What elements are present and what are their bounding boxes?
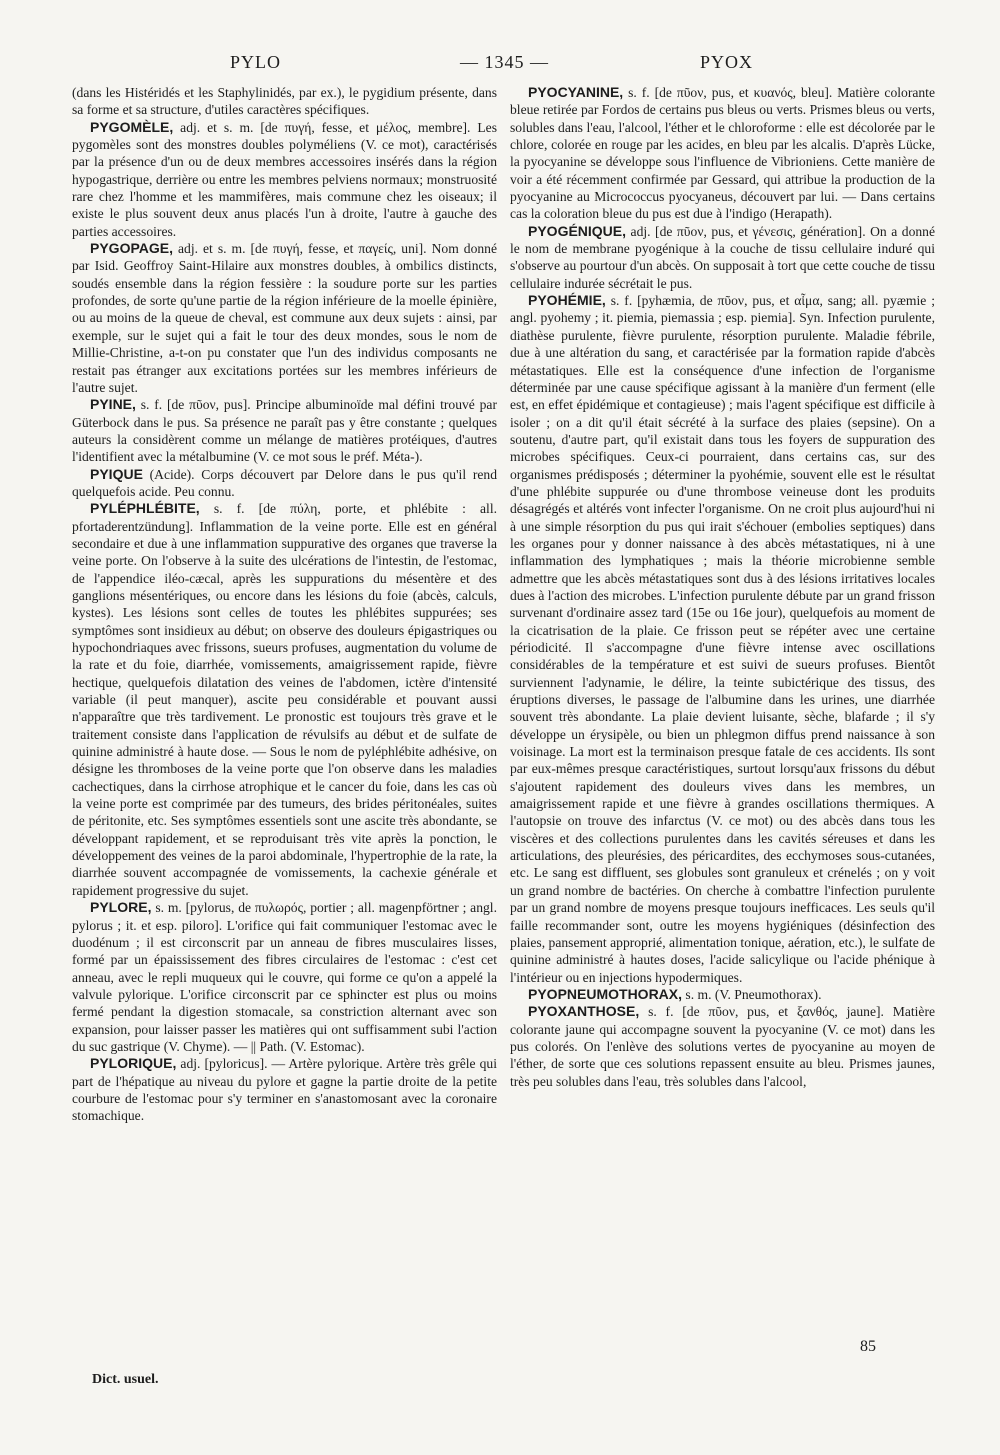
entry-headword: PYIQUE [90,465,143,482]
entry-text: s. f. [pyhæmia, de πῦον, pus, et αἷμα, sang; all. pyæmie ; angl. pyohemy ; it. piemia, piemassia ; esp. piemia]. Syn. Infection purulente, diathèse purulente, fièvre purulente, résorption purulente. Maladie fébrile, due à une altération du sang, et caractérisée par la formation rapide d'abcès métastatiques. Elle est la conséquence d'une infection de l'organisme déterminée par une cause spécifique agissant à la manière d'un ferment (elle est, en effet épidémique et contagieuse) ; mais l'agent spécifique est difficile à isoler ; on a dit qu'il était sécrété à la surface des plaies (sepsine). On a soutenu, d'autre part, qu'il existait dans tous les foyers de suppuration des microbes spécifiques. Ceux-ci pourraient, dans certains cas, sur des organismes prédisposés ; déterminer la pyohémie, souvent elle est le résultat d'une phlébite suppurée ou d'une thrombose veineuse dont les produits désagrégés et altérés vont infecter l'organisme. On ne croit plus aujourd'hui ni à une simple résorption du pus qui irait s'échouer (embolies septiques) dans les organes pour y donner naissance à des abcès métastatiques, ni à une inflammation des lymphatiques ; mais la théorie microbienne semble admettre que les abcès métastatiques sont dus à des lésions irritatives locales dues à l'action des microbes. L'infection purulente débute par un grand frisson survenant d'ordinaire assez tard (15e ou 16e jour), quelquefois au moment de la cicatrisation de la plaie. Ce frisson peut se répéter avec une certaine périodicité. Il s'accompagne d'une fièvre intense avec oscillations considérables de la température et est suivi de sueurs profuses. Bientôt surviennent l'adynamie, le délire, la teinte subictérique des tissus, des éruptions diverses, le passage de l'albumine dans les urines, une diarrhée souvent très abondante. La plaie devient luisante, sèche, blafarde ; il s'y développe un érysipèle, ou bien un phlegmon diffus prend naissance à son voisinage. La mort est la terminaison presque fatale de ces accidents. Ils sont par eux-mêmes presque caractéristiques, surtout lorsqu'aux frissons du début s'ajoutent rapidement des douleurs vives dans les membres, un amaigrissement rapide et une fièvre à grandes oscillations thermiques. A l'autopsie on trouve des infarctus (V. ce mot) ou des abcès dans tous les viscères et des collections purulentes dans les cavités séreuses et dans les articulations, des pleurésies, des péricardites, des ecchymoses sous-cutanées, etc. Le sang est diffluent, ses globules sont granuleux et crénelés ; on y voit un grand nombre de bactéries. On cherche à combattre l'infection purulente par un grand nombre de moyens presque toujours inefficaces. Les seuls qu'il faille recommander sont, outre les moyens hygiéniques (désinfection des plaies, pansement approprié, alimentation tonique, aération, etc.), le sulfate de quinine administré à hautes doses, l'acide salicylique ou l'acide phénique à l'intérieur ou en injections hypodermiques. [510,293,935,985]
dictionary-entry [510,986,935,1003]
header-right-guide-word: PYOX [700,52,754,72]
dictionary-entry [72,396,497,465]
dictionary-entry [510,84,935,223]
entry-headword: PYLÉPHLÉBITE, [90,500,200,517]
dictionary-entry [72,899,497,1055]
dictionary-entry [72,1055,497,1124]
entry-text: s. f. [de πῦον, pus]. Principe albuminoïde mal défini trouvé par Güterbock dans le pus. Sa présence ne paraît pas y être constante ; quelques auteurs la considèrent comme un mélange de matières protéiques, d'autres l'identifient avec la métalbumine (V. ce mot sous le préf. Méta-). [72,397,497,465]
entry-text: s. m. (V. Pneumothorax). [685,986,822,1002]
entry-headword: PYOGÉNIQUE, [528,222,627,239]
entry-headword: PYGOMÈLE, [90,118,174,135]
header-left-guide-word: PYLO [230,52,282,72]
dictionary-entry [72,466,497,501]
entry-text: adj. et s. m. [de πυγή, fesse, et μέλος, membre]. Les pygomèles sont des monstres doubles polyméliens (V. ce mot), caractérisés par la présence d'un ou de deux membres accessoires insérés dans la région hypogastrique, derrière ou entre les membres pelviens normaux; monstruosité rare chez l'homme et les mammifères, mais commune chez les oiseaux; il existe le plus souvent deux anus placés l'un à droite, l'autre à gauche des parties accessoires. [72,119,497,239]
entry-text: adj. [de πῦον, pus, et γένεσις, génération]. On a donné le nom de membrane pyogénique à la couche de tissu cellulaire induré qui s'observe au pourtour d'un abcès. On supposait à tort que cette couche de tissu cellulaire indurée sécrétait le pus. [510,223,935,291]
entry-text: s. f. [de πῦον, pus, et ξανθός, jaune]. Matière colorante jaune qui accompagne souvent la pyocyanine (V. ce mot) dans les pus colorés. On l'enlève des solutions vertes de pyocyanine au moyen de l'éther, de sorte que ces solutions repassent ensuite au bleu. Prismes jaunes, très peu solubles dans l'eau, très solubles dans l'alcool, [510,1004,936,1089]
left-column [72,84,497,1125]
entry-text: (dans les Histéridés et les Staphylinidés, par ex.), le pygidium présente, dans sa forme et sa structure, d'utiles caractères spécifiques. [72,85,497,118]
entry-headword: PYLORE, [90,899,152,916]
right-column [510,84,935,1090]
dictionary-entry [510,292,935,986]
entry-text: (Acide). Corps découvert par Delore dans le pus qu'il rend quelquefois acide. Peu connu. [72,466,497,499]
signature-mark: 85 [860,1338,876,1355]
dictionary-entry [72,119,497,240]
dictionary-name-footer: Dict. usuel. [92,1372,159,1387]
entry-text: s. m. [pylorus, de πυλωρός, portier ; all. magenpförtner ; angl. pylorus ; it. et esp. piloro]. L'orifice qui fait communiquer l'estomac avec le duodénum ; il est circonscrit par un anneau de fibres musculaires lisses, formé par un épaississement des fibres circulaires de l'estomac : c'est cet anneau, avec le repli muqueux qui le couvre, qui forme ce qu'on a appelé la valvule pylorique. L'orifice circonscrit par ce sphincter est plus ou moins fermé pendant la digestion stomacale, sa constriction alternant avec son expansion, pour laisser passer les matières qui ont suffisamment subi l'action du suc gastrique (V. Chyme). — || Path. (V. Estomac). [72,900,497,1054]
dictionary-entry [510,1003,935,1090]
entry-text: s. f. [de πύλη, porte, et phlébite : all. pfortaderentzündung]. Inflammation de la veine porte. Elle est en général secondaire et due à une inflammation suppurative des organes que traverse la veine porte. On l'observe à la suite des ulcérations de l'intestin, de l'estomac, de l'appendice iléo-cæcal, après les suppurations du mésentère et des ganglions mésentériques, ou encore dans les lésions du foie (abcès, calculs, kystes). Les lésions sont celles de toutes les phlébites suppurées; ses symptômes sont insidieux au début; on observe des douleurs épigastriques ou hypochondriaques avec frissons, sueurs profuses, augmentation du volume de la rate et du foie, diarrhée, vomissements, amaigrissement rapide, fièvre hectique, quelquefois dilatation des veines de l'abdomen, ictère d'intensité variable (il peut manquer), ascite peu considérable et pouvant aussi n'apparaître que très tardivement. Le pronostic est toujours très grave et le traitement consiste dans l'application de révulsifs au début et de sulfate de quinine administré à haute dose. — Sous le nom de pyléphlébite adhésive, on désigne les thromboses de la veine porte que l'on observe dans les maladies cachectiques, dans la cirrhose atrophique et le cancer du foie, dans les cas où la veine porte est comprimée par des tumeurs, des brides péritonéales, suites de péritonite, etc. Ses symptômes essentiels sont une ascite très abondante, se développant rapidement, et se reproduisant très vite après la ponction, le développement des veines de la paroi abdominale, l'hypertrophie de la rate, la diarrhée souvent accompagnée de vomissements, la cachexie générale et rapidement progressive du sujet. [72,501,497,898]
entry-headword: PYLORIQUE, [90,1055,177,1072]
entry-text: s. f. [de πῦον, pus, et κυανός, bleu]. Matière colorante bleue retirée par Fordos de certains pus bleus ou verts. Prismes bleus ou verts, solubles dans l'eau, l'alcool, l'éther et le chloroforme : elle est décolorée par le chlore, colorée en rouge par les acides, en bleu par les alcalis. D'après Lücke, la pyocyanine se développe sous l'influence de Vibrioniens. Cette manière de voir a été récemment confirmée par Gessard, qui attribue la production de la pyocyanine au Micrococcus pyocyaneus, découvert par lui. — Dans certains cas la coloration bleue du pus est due à l'indigo (Herapath). [510,85,935,222]
entry-headword: PYGOPAGE, [90,240,173,257]
dictionary-entry [72,240,497,396]
entry-headword: PYOHÉMIE, [528,292,606,309]
dictionary-entry [72,84,497,119]
entry-headword: PYOCYANINE, [528,84,624,100]
entry-text: adj. [pyloricus]. — Artère pylorique. Artère très grêle qui part de l'hépatique au niveau du pylore et gagne la partie droite de la petite courbure de l'estomac pour s'y terminer en s'anastomosant avec la coronaire stomachique. [72,1056,497,1124]
page-number: — 1345 — [460,52,549,72]
dictionary-entry [72,500,497,899]
entry-headword: PYOPNEUMOTHORAX, [528,985,683,1002]
entry-headword: PYINE, [90,396,136,413]
entry-text: adj. et s. m. [de πυγή, fesse, et παγείς, uni]. Nom donné par Isid. Geoffroy Saint-Hilaire aux monstres doubles, à ombilics distincts, soudés ensemble dans la région fessière : la soudure porte sur les parties profondes, de sorte qu'une partie de la région inférieure de la moelle épinière, ou au moins de la queue de cheval, est commune aux deux sujets : ainsi, par exemple, sur le sujet qui a fait le tour des deux mondes, sous le nom de Millie-Christine, a-t-on pu constater que l'un des individus composants ne restait pas étranger aux excitations portées sur les membres inférieurs de l'autre sujet. [72,241,497,395]
entry-headword: PYOXANTHOSE, [528,1003,640,1020]
dictionary-entry [510,223,935,292]
page-header [70,52,930,82]
